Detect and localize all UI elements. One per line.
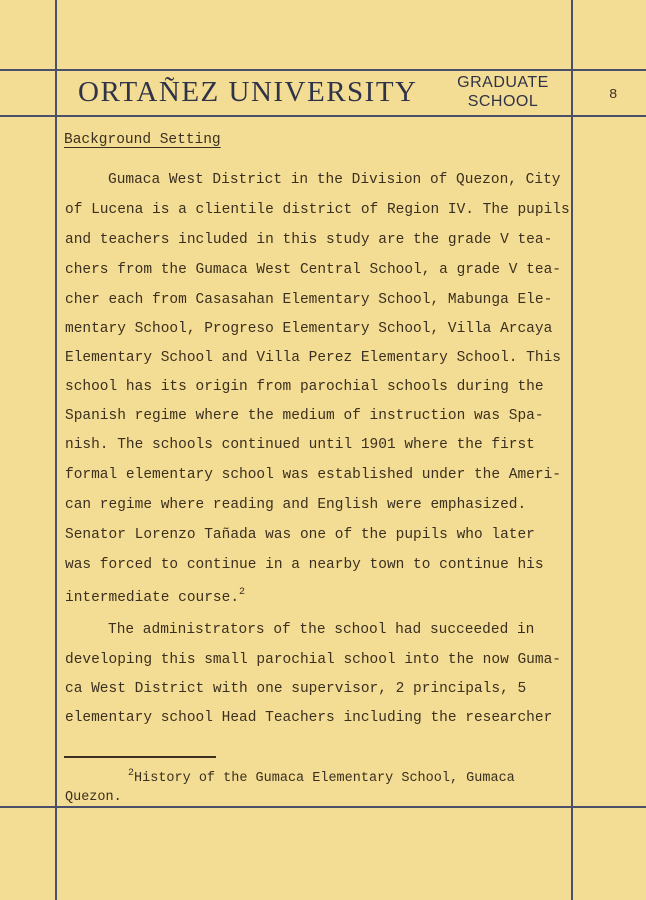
text-line: formal elementary school was established under the Ameri- bbox=[65, 467, 561, 483]
text-line: and teachers included in this study are the grade V tea- bbox=[65, 232, 553, 248]
graduate-school-label bbox=[440, 73, 566, 111]
text-line bbox=[65, 587, 245, 606]
text-line: nish. The schools continued until 1901 where the first bbox=[65, 437, 535, 453]
footer-rule bbox=[0, 806, 646, 808]
header-bottom-rule bbox=[0, 115, 646, 117]
text-line: school has its origin from parochial schools during the bbox=[65, 379, 544, 395]
text-line: Elementary School and Villa Perez Elementary School. This bbox=[65, 350, 561, 366]
school-label: SCHOOL bbox=[467, 93, 539, 110]
university-name: ORTAÑEZ UNIVERSITY bbox=[78, 76, 418, 108]
page-number: 8 bbox=[609, 87, 618, 103]
header-top-rule bbox=[0, 69, 646, 71]
text-line: elementary school Head Teachers including the researcher bbox=[65, 710, 553, 726]
text-line: Senator Lorenzo Tañada was one of the pupils who later bbox=[65, 527, 535, 543]
text-line: cher each from Casasahan Elementary School, Mabunga Ele- bbox=[65, 292, 553, 308]
section-heading: Background Setting bbox=[64, 132, 221, 148]
text-line: of Lucena is a clientile district of Region IV. The pupils bbox=[65, 202, 570, 218]
text-line: ca West District with one supervisor, 2 principals, 5 bbox=[65, 681, 527, 697]
footnote-line-1 bbox=[128, 768, 515, 786]
text-line: can regime where reading and English were emphasized. bbox=[65, 497, 527, 513]
text-line: Gumaca West District in the Division of Quezon, City bbox=[108, 172, 561, 188]
footnote-ref: 2 bbox=[239, 587, 246, 598]
text-line: chers from the Gumaca West Central School, a grade V tea- bbox=[65, 262, 561, 278]
footnote-mark: 2 bbox=[128, 768, 135, 779]
text-line: developing this small parochial school into the now Guma- bbox=[65, 652, 561, 668]
text-line: mentary School, Progreso Elementary School, Villa Arcaya bbox=[65, 321, 553, 337]
left-margin-rule bbox=[55, 0, 57, 900]
footnote-text: History of the Gumaca Elementary School, Gumaca bbox=[134, 771, 515, 786]
footnote-line-2: Quezon. bbox=[65, 790, 122, 805]
graduate-label: GRADUATE bbox=[457, 74, 549, 91]
footnote-divider bbox=[64, 756, 216, 758]
text-line: The administrators of the school had succeeded in bbox=[108, 622, 535, 638]
text-line: was forced to continue in a nearby town to continue his bbox=[65, 557, 544, 573]
text-line: Spanish regime where the medium of instruction was Spa- bbox=[65, 408, 544, 424]
text-line-end: intermediate course. bbox=[65, 590, 240, 606]
right-margin-rule bbox=[571, 0, 573, 900]
